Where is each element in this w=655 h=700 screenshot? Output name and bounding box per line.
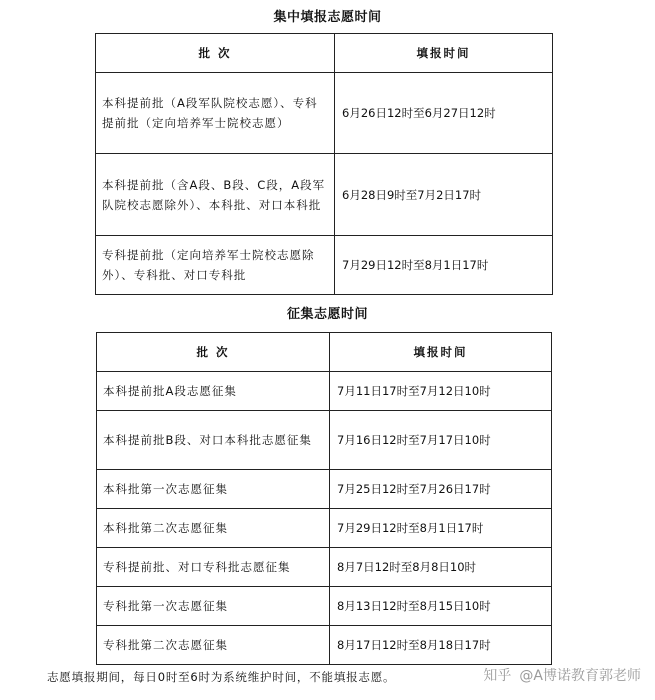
table-row <box>96 73 553 154</box>
batch-column-header: 批 次 <box>96 34 335 73</box>
zhihu-logo: 知乎 <box>483 668 512 684</box>
maintenance-note: 志愿填报期间，每日0时至6时为系统维护时间，不能填报志愿。 <box>47 670 396 684</box>
batch-cell: 专科提前批、对口专科批志愿征集 <box>97 548 330 587</box>
batch-cell: 专科批第一次志愿征集 <box>97 587 330 626</box>
table-row <box>96 154 553 236</box>
period-cell: 7月25日12时至7月26日17时 <box>330 470 552 509</box>
batch-cell: 本科提前批（含A段、B段、C段，A段军队院校志愿除外）、本科批、对口本科批 <box>96 154 335 236</box>
batch-cell: 本科提前批（A段军队院校志愿）、专科提前批（定向培养军士院校志愿） <box>96 73 335 154</box>
period-cell: 7月11日17时至7月12日10时 <box>330 372 552 411</box>
period-cell: 8月17日12时至8月18日17时 <box>330 626 552 665</box>
concentrated-section-title: 集中填报志愿时间 <box>273 10 382 25</box>
period-cell: 7月16日12时至7月17日10时 <box>330 411 552 470</box>
batch-cell: 本科批第一次志愿征集 <box>97 470 330 509</box>
solicitation-section-title: 征集志愿时间 <box>286 307 368 322</box>
table-row <box>97 509 552 548</box>
table-header-row <box>96 34 553 73</box>
period-cell: 8月13日12时至8月15日10时 <box>330 587 552 626</box>
table-row <box>97 411 552 470</box>
batch-cell: 本科批第二次志愿征集 <box>97 509 330 548</box>
period-cell: 8月7日12时至8月8日10时 <box>330 548 552 587</box>
watermark <box>483 665 641 685</box>
table-row <box>97 548 552 587</box>
period-cell: 6月28日9时至7月2日17时 <box>335 154 553 236</box>
table-row <box>97 470 552 509</box>
table-row <box>96 236 553 295</box>
period-cell: 7月29日12时至8月1日17时 <box>335 236 553 295</box>
period-cell: 6月26日12时至6月27日12时 <box>335 73 553 154</box>
watermark-author: @A博诺教育郭老师 <box>519 668 641 684</box>
table-row <box>97 372 552 411</box>
batch-cell: 本科提前批B段、对口本科批志愿征集 <box>97 411 330 470</box>
batch-cell: 专科提前批（定向培养军士院校志愿除外）、专科批、对口专科批 <box>96 236 335 295</box>
period-cell: 7月29日12时至8月1日17时 <box>330 509 552 548</box>
period-column-header: 填报时间 <box>330 333 552 372</box>
table-header-row <box>97 333 552 372</box>
table-row <box>97 587 552 626</box>
batch-cell: 本科提前批A段志愿征集 <box>97 372 330 411</box>
batch-cell: 专科批第二次志愿征集 <box>97 626 330 665</box>
table-row <box>97 626 552 665</box>
solicitation-schedule-table <box>96 332 552 665</box>
concentrated-schedule-table <box>95 33 553 295</box>
period-column-header: 填报时间 <box>335 34 553 73</box>
batch-column-header: 批 次 <box>97 333 330 372</box>
